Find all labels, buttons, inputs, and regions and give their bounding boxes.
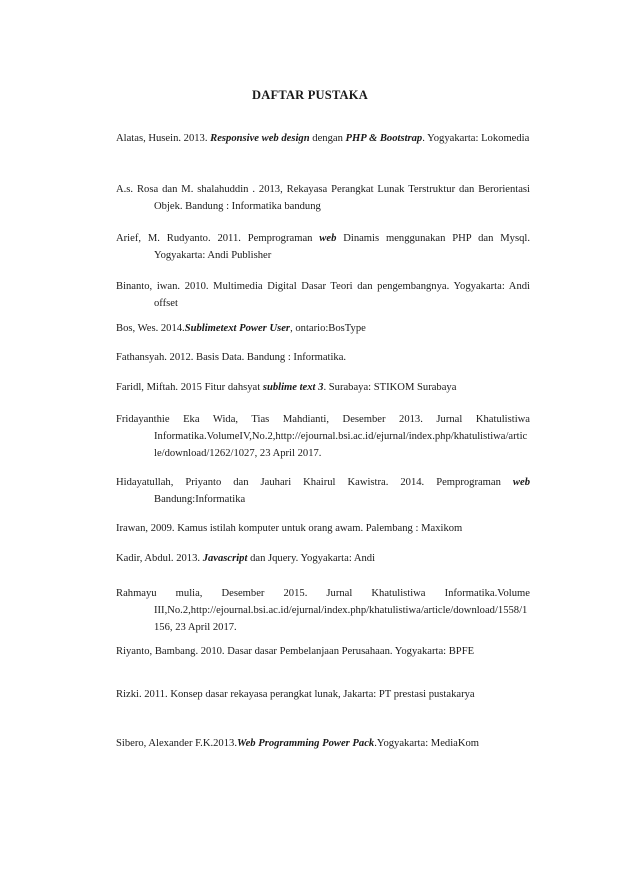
reference-text: Hidayatullah, Priyanto dan Jauhari Khairul Kawistra. 2014. Pemprograman (116, 477, 513, 488)
reference-title: Sublimetext Power User (184, 323, 291, 334)
reference-title: Javascript (202, 553, 248, 564)
reference-item (116, 550, 530, 567)
reference-title: PHP & Bootstrap (345, 133, 423, 144)
reference-item (116, 130, 530, 147)
reference-text: . Surabaya: STIKOM Surabaya (323, 382, 457, 393)
reference-text: Alatas, Husein. 2013. (116, 133, 211, 144)
reference-item (116, 379, 530, 396)
reference-item (116, 643, 530, 660)
reference-title: web (512, 477, 530, 488)
reference-text: Kadir, Abdul. 2013. (116, 553, 203, 564)
reference-text: Dinamis menggunakan PHP dan Mysql. Yogyakarta: Andi Publisher (154, 233, 530, 261)
reference-text: Binanto, iwan. 2010. Multimedia Digital Dasar Teori dan pengembangnya. Yogyakarta: Andi offset (116, 281, 530, 309)
reference-item (116, 735, 530, 752)
reference-item (116, 474, 530, 508)
reference-item (116, 181, 530, 215)
reference-text: Rahmayu mulia, Desember 2015. Jurnal Khatulistiwa Informatika.Volume III,No.2,http://ejournal.bsi.ac.id/ejurnal/index.php/khatulistiwa/article/download/1558/1156, 23 April 2017. (116, 588, 530, 633)
reference-title: Responsive web design (210, 133, 310, 144)
reference-item (116, 585, 530, 636)
reference-text: Arief, M. Rudyanto. 2011. Pemprograman (116, 233, 320, 244)
reference-item (116, 278, 530, 312)
reference-text: , ontario:BosType (290, 323, 366, 334)
reference-text: Bos, Wes. 2014. (116, 323, 185, 334)
reference-title: Web Programming Power Pack (236, 738, 375, 749)
reference-item (116, 686, 530, 703)
reference-item (116, 411, 530, 462)
reference-text: Rizki. 2011. Konsep dasar rekayasa perangkat lunak, Jakarta: PT prestasi pustakarya (116, 689, 475, 700)
reference-text: .Yogyakarta: MediaKom (374, 738, 480, 749)
reference-text: Fridayanthie Eka Wida, Tias Mahdianti, Desember 2013. Jurnal Khatulistiwa Informatika.VolumeIV,No.2,http://ejournal.bsi.ac.id/ejurnal/index.php/khatulistiwa/article/download/1262/1027, 23 April 2017. (116, 414, 530, 459)
reference-text: A.s. Rosa dan M. shalahuddin . 2013, Rekayasa Perangkat Lunak Terstruktur dan Berorientasi Objek. Bandung : Informatika bandung (116, 184, 530, 212)
reference-item (116, 320, 530, 337)
reference-title: sublime text 3 (262, 382, 324, 393)
reference-text: Bandung:Informatika (154, 494, 246, 505)
reference-title: web (319, 233, 337, 244)
reference-text: . Yogyakarta: Lokomedia (422, 133, 530, 144)
reference-text: dengan (309, 133, 346, 144)
reference-text: dan Jquery. Yogyakarta: Andi (247, 553, 376, 564)
page-title: DAFTAR PUSTAKA (252, 88, 368, 102)
reference-item (116, 230, 530, 264)
reference-item (116, 520, 530, 537)
reference-text: Riyanto, Bambang. 2010. Dasar dasar Pembelanjaan Perusahaan. Yogyakarta: BPFE (116, 646, 475, 657)
reference-text: Sibero, Alexander F.K.2013. (116, 738, 237, 749)
reference-text: Fathansyah. 2012. Basis Data. Bandung : Informatika. (116, 352, 347, 363)
reference-item (116, 349, 530, 366)
reference-text: Faridl, Miftah. 2015 Fitur dahsyat (116, 382, 263, 393)
reference-text: Irawan, 2009. Kamus istilah komputer untuk orang awam. Palembang : Maxikom (116, 523, 463, 534)
